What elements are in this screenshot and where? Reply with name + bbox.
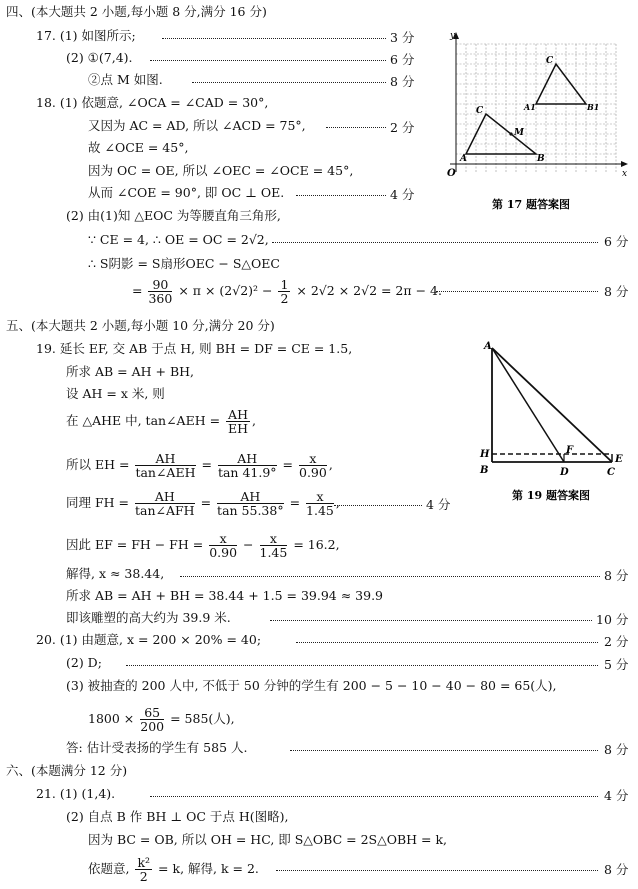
q18-line6: (2) 由(1)知 △EOC 为等腰直角三角形, [66, 208, 281, 223]
q17-part2: (2) ①(7,4). [66, 50, 133, 65]
score: 8 分 [604, 568, 629, 583]
q17-part1: 17. (1) 如图所示; [36, 28, 136, 43]
leader-dots [326, 127, 386, 128]
fig19-label-D: D [560, 467, 569, 478]
score: 10 分 [596, 612, 629, 627]
fig17-label-O: O [447, 168, 456, 179]
q21-line4: 依题意, $\frac{\text{k²}}{2}$ = k, 解得, k = 2. [88, 855, 259, 884]
q19-line2: 所求 AB = AH + BH, [66, 364, 195, 379]
fig19-caption: 第 19 题答案图 [512, 489, 590, 502]
leader-dots [334, 505, 422, 506]
q20-line1: 20. (1) 由题意, x = 200 × 20% = 40; [36, 632, 262, 647]
fig17-label-C: C [476, 106, 484, 116]
q18-line2: 又因为 AC = AD, 所以 ∠ACD = 75°, [88, 118, 306, 133]
score: 5 分 [604, 657, 629, 672]
score: 2 分 [604, 634, 629, 649]
fig17-label-y: y [450, 31, 456, 41]
q20-line2: (2) D; [66, 655, 102, 670]
score: 8 分 [390, 74, 415, 89]
q19-line10: 即该雕塑的高大约为 39.9 米. [66, 610, 231, 625]
leader-dots [436, 291, 598, 292]
q18-line8: ∴ S阴影 = S扇形OEC − S△OEC [88, 256, 280, 271]
fig19-label-C: C [607, 467, 615, 478]
q20-line3: (3) 被抽查的 200 人中, 不低于 50 分钟的学生有 200 − 5 − 10 − 40 − 80 = 65(人), [66, 678, 557, 693]
q21-line3: 因为 BC = OB, 所以 OH = HC, 即 S△OBC = 2S△OBH = k, [88, 832, 447, 847]
leader-dots [192, 82, 386, 83]
figure-19 [470, 336, 638, 508]
q18-line5: 从而 ∠COE = 90°, 即 OC ⊥ OE. [88, 185, 285, 200]
fig17-label-M: M [514, 128, 524, 138]
fig19-label-E: E [615, 454, 623, 465]
q19-line9: 所求 AB = AH + BH = 38.44 + 1.5 = 39.94 ≈ 39.9 [66, 588, 384, 603]
q18-line3: 故 ∠OCE = 45°, [88, 140, 189, 155]
q19-line1: 19. 延长 EF, 交 AB 于点 H, 则 BH = DF = CE = 1.5, [36, 341, 353, 356]
fig19-label-A: A [484, 341, 492, 352]
score: 6 分 [604, 234, 629, 249]
leader-dots [126, 665, 598, 666]
score: 8 分 [604, 284, 629, 299]
section6-header: 六、(本题满分 12 分) [6, 763, 128, 778]
leader-dots [150, 60, 386, 61]
fig17-label-A: A [460, 154, 467, 164]
q19-line4: 在 △AHE 中, tan∠AEH = $\frac{AH}{EH}$ , [66, 407, 256, 436]
leader-dots [162, 38, 386, 39]
fig17-label-A1: A1 [524, 102, 536, 112]
q20-line4: 1800 × $\frac{65}{200}$ = 585(人), [88, 705, 235, 734]
leader-dots [150, 796, 598, 797]
leader-dots [180, 576, 600, 577]
leader-dots [290, 750, 598, 751]
fig17-label-B: B [537, 154, 545, 164]
q19-line8: 解得, x ≈ 38.44, [66, 566, 165, 581]
score: 2 分 [390, 120, 415, 135]
leader-dots [296, 642, 598, 643]
leader-dots [276, 870, 598, 871]
q18-line1: 18. (1) 依题意, ∠OCA = ∠CAD = 30°, [36, 95, 269, 110]
score: 4 分 [426, 497, 451, 512]
leader-dots [272, 242, 598, 243]
score: 8 分 [604, 742, 629, 757]
q19-line5: 所以 EH = $\frac{AH}{\text{tan∠AEH}}$ = $\frac{AH}{\tan 41.9^\circ}$ = $\frac{x}{0.90}$ , [66, 451, 333, 480]
fig19-label-F: F [566, 445, 574, 456]
section5-header: 五、(本大题共 2 小题,每小题 10 分,满分 20 分) [6, 318, 275, 333]
leader-dots [296, 195, 386, 196]
q19-line3: 设 AH = x 米, 则 [66, 386, 165, 401]
score: 4 分 [604, 788, 629, 803]
fig17-label-B1: B1 [587, 102, 600, 112]
fig19-label-B: B [480, 465, 489, 476]
fig17-label-x: x [622, 169, 628, 179]
q18-line7: ∵ CE = 4, ∴ OE = OC = 2√2, [88, 232, 269, 247]
q19-line7: 因此 EF = FH − FH = $\frac{x}{0.90}$ − $\frac{x}{1.45}$ = 16.2, [66, 531, 340, 560]
q18-line4: 因为 OC = OE, 所以 ∠OEC = ∠OCE = 45°, [88, 163, 354, 178]
fig17-caption: 第 17 题答案图 [492, 198, 570, 211]
score: 3 分 [390, 30, 415, 45]
score: 6 分 [390, 52, 415, 67]
fig17-label-C1: C [546, 56, 554, 66]
leader-dots [270, 620, 592, 621]
fig19-label-H: H [480, 449, 490, 460]
q18-line9: = $\frac{90}{360}$ × π × (2√2)² − $\frac{1}{2}$ × 2√2 × 2√2 = 2π − 4. [132, 277, 442, 306]
q17-part3: ②点 M 如图. [88, 72, 163, 87]
q19-line6: 同理 FH = $\frac{AH}{\text{tan∠AFH}}$ = $\frac{AH}{\tan 55.38^\circ}$ = $\frac{x}{1.45}$ , [66, 489, 340, 518]
q20-line5: 答: 估计受表扬的学生有 585 人. [66, 740, 248, 755]
figure-17 [436, 26, 632, 216]
q21-line2: (2) 自点 B 作 BH ⊥ OC 于点 H(图略), [66, 809, 289, 824]
section4-header: 四、(本大题共 2 小题,每小题 8 分,满分 16 分) [6, 4, 267, 19]
score: 4 分 [390, 187, 415, 202]
q21-line1: 21. (1) (1,4). [36, 786, 116, 801]
score: 8 分 [604, 862, 629, 877]
